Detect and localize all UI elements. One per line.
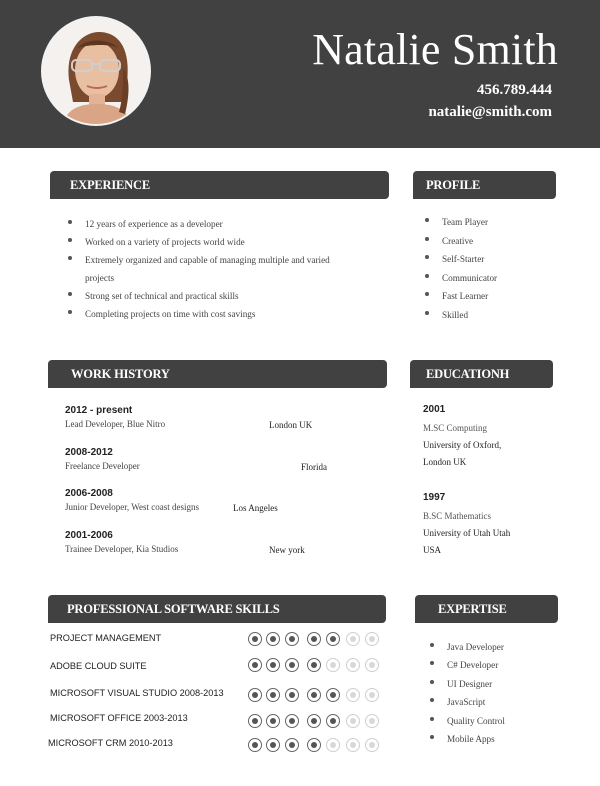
work-history-entry [65, 530, 335, 554]
email-address: natalie@smith.com [428, 104, 552, 120]
profile-photo [41, 16, 151, 126]
rating-dot-filled [248, 658, 262, 672]
rating-dot-filled [285, 688, 299, 702]
section-heading-profile: PROFILE [413, 171, 556, 199]
rating-dot-empty [346, 688, 360, 702]
rating-dot-empty [365, 658, 379, 672]
education-degree: M.SC Computing [423, 423, 488, 433]
job-years: 2001-2006 [65, 530, 113, 541]
rating-dot-filled [248, 738, 262, 752]
rating-dot-filled [307, 714, 321, 728]
job-role: Freelance Developer [65, 461, 140, 471]
skill-name: MICROSOFT VISUAL STUDIO 2008-2013 [50, 688, 224, 698]
rating-dot-empty [365, 738, 379, 752]
rating-dot-filled [307, 688, 321, 702]
job-role: Junior Developer, West coast designs [65, 502, 199, 512]
list-item: 12 years of experience as a developer [65, 215, 340, 233]
rating-dot-filled [248, 632, 262, 646]
job-location: New york [269, 545, 305, 555]
list-item: JavaScript [427, 693, 557, 711]
list-item: Skilled [422, 306, 552, 325]
rating-dot-filled [285, 714, 299, 728]
skill-name: ADOBE CLOUD SUITE [50, 661, 147, 671]
rating-dot-filled [266, 658, 280, 672]
rating-dot-empty [346, 632, 360, 646]
list-item: Team Player [422, 213, 552, 232]
rating-dot-filled [326, 714, 340, 728]
rating-dot-filled [266, 688, 280, 702]
phone-number: 456.789.444 [477, 82, 552, 98]
rating-dot-empty [326, 738, 340, 752]
education-entry [423, 491, 510, 559]
list-item: Strong set of technical and practical skills [65, 287, 340, 305]
list-item: Fast Learner [422, 287, 552, 306]
rating-dot-empty [346, 738, 360, 752]
work-history-entry [65, 488, 335, 512]
expertise-list [427, 638, 557, 748]
list-item: UI Designer [427, 675, 557, 693]
education-year: 1997 [423, 492, 446, 503]
education-school: University of Utah Utah [423, 528, 511, 538]
job-years: 2008-2012 [65, 447, 113, 458]
rating-dot-filled [248, 688, 262, 702]
rating-dot-filled [266, 738, 280, 752]
list-item: Creative [422, 232, 552, 251]
rating-dot-empty [365, 688, 379, 702]
rating-dot-filled [248, 714, 262, 728]
rating-dot-filled [326, 688, 340, 702]
rating-dot-empty [326, 658, 340, 672]
section-heading-software-skills: PROFESSIONAL SOFTWARE SKILLS [48, 595, 386, 623]
work-history-entry [65, 405, 335, 429]
rating-dot-filled [266, 632, 280, 646]
list-item: Self-Starter [422, 250, 552, 269]
job-role: Trainee Developer, Kia Studios [65, 544, 179, 554]
section-heading-expertise: EXPERTISE [415, 595, 558, 623]
section-heading-experience: EXPERIENCE [50, 171, 389, 199]
education-location: London UK [423, 457, 467, 467]
rating-dot-filled [285, 632, 299, 646]
job-location: Los Angeles [233, 503, 278, 513]
education-entry [423, 403, 501, 471]
experience-list [65, 215, 340, 323]
rating-dot-filled [285, 658, 299, 672]
section-heading-work-history: WORK HISTORY [48, 360, 387, 388]
rating-dot-filled [285, 738, 299, 752]
list-item: Completing projects on time with cost savings [65, 305, 340, 323]
list-item: Java Developer [427, 638, 557, 656]
rating-dot-filled [307, 738, 321, 752]
rating-dot-empty [365, 632, 379, 646]
skill-name: MICROSOFT CRM 2010-2013 [48, 738, 173, 748]
list-item: Worked on a variety of projects world wide [65, 233, 340, 251]
education-degree: B.SC Mathematics [423, 511, 491, 521]
rating-dot-filled [307, 658, 321, 672]
profile-list [422, 213, 552, 324]
skill-name: MICROSOFT OFFICE 2003-2013 [50, 713, 188, 723]
rating-dot-empty [346, 658, 360, 672]
job-location: London UK [269, 420, 313, 430]
education-year: 2001 [423, 404, 446, 415]
list-item: Communicator [422, 269, 552, 288]
list-item: Quality Control [427, 712, 557, 730]
job-role: Lead Developer, Blue Nitro [65, 419, 166, 429]
rating-dot-empty [346, 714, 360, 728]
rating-dot-filled [266, 714, 280, 728]
job-location: Florida [301, 462, 327, 472]
education-location: USA [423, 545, 442, 555]
skill-name: PROJECT MANAGEMENT [50, 633, 162, 643]
job-years: 2012 - present [65, 405, 133, 416]
rating-dot-filled [307, 632, 321, 646]
list-item: Extremely organized and capable of managing multiple and varied projects [65, 251, 340, 287]
education-school: University of Oxford, [423, 440, 502, 450]
resume-header [0, 0, 600, 148]
work-history-entry [65, 447, 335, 471]
candidate-name: Natalie Smith [312, 25, 558, 74]
rating-dot-empty [365, 714, 379, 728]
section-heading-education: EDUCATIONH [410, 360, 553, 388]
list-item: C# Developer [427, 656, 557, 674]
job-years: 2006-2008 [65, 488, 113, 499]
list-item: Mobile Apps [427, 730, 557, 748]
rating-dot-filled [326, 632, 340, 646]
